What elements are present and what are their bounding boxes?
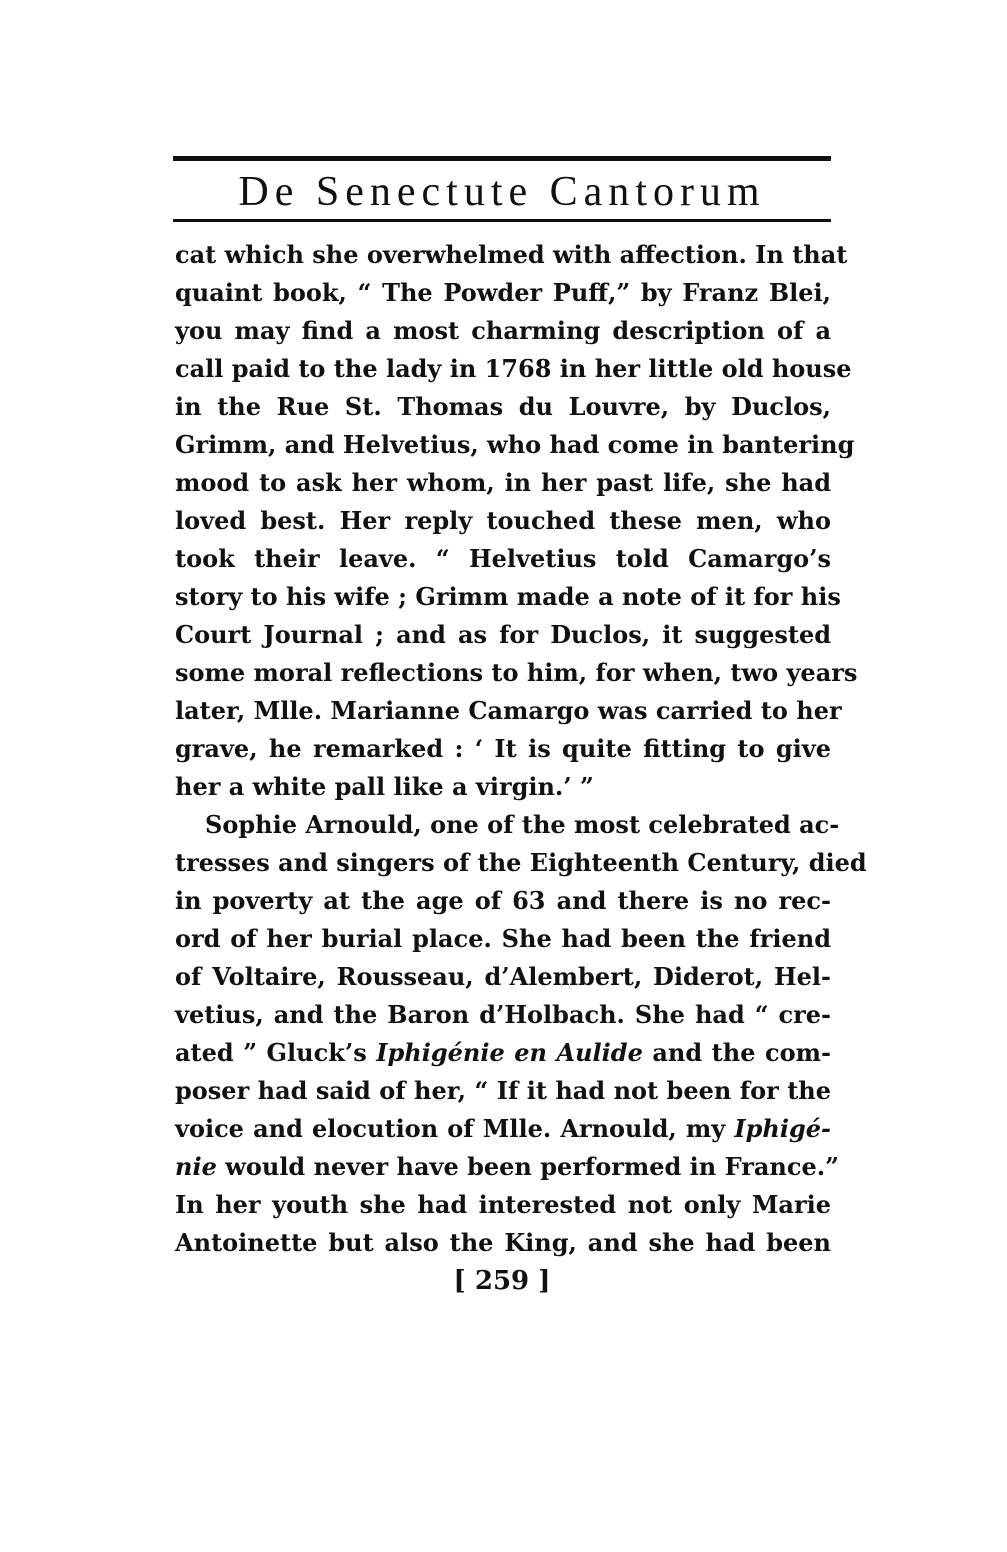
text-run: voice and elocution of Mlle. Arnould, my xyxy=(175,1114,735,1143)
body-text xyxy=(175,236,867,1262)
text-line: in poverty at the age of 63 and there is no rec- xyxy=(175,886,831,915)
text-line: later, Mlle. Marianne Camargo was carried to her xyxy=(175,696,842,725)
text-run: ated ” Gluck’s xyxy=(175,1038,377,1067)
text-line: loved best. Her reply touched these men, who xyxy=(175,506,831,535)
text-line: story to his wife ; Grimm made a note of it for his xyxy=(175,582,841,611)
text-line: mood to ask her whom, in her past life, she had xyxy=(175,468,831,497)
header-rule xyxy=(173,219,831,222)
text-line: Sophie Arnould, one of the most celebrated ac- xyxy=(205,810,840,839)
text-line: ord of her burial place. She had been the friend xyxy=(175,924,831,953)
running-head: De Senectute Cantorum xyxy=(238,169,766,215)
text-line: of Voltaire, Rousseau, d’Alembert, Diderot, Hel- xyxy=(175,962,831,991)
text-line: poser had said of her, “ If it had not been for the xyxy=(175,1076,831,1105)
italic-title: Iphigénie en Aulide xyxy=(376,1038,643,1067)
text-line: quaint book, “ The Powder Puff,” by Franz Blei, xyxy=(175,278,831,307)
text-line: her a white pall like a virgin.’ ” xyxy=(175,772,594,801)
text-line: Court Journal ; and as for Duclos, it suggested xyxy=(175,620,831,649)
text-line xyxy=(175,1034,831,1072)
text-line xyxy=(175,1110,831,1148)
top-rule xyxy=(173,156,831,161)
text-line: in the Rue St. Thomas du Louvre, by Duclos, xyxy=(175,392,831,421)
text-line: cat which she overwhelmed with affection. In that xyxy=(175,240,848,269)
text-line: tresses and singers of the Eighteenth Century, died xyxy=(175,848,867,877)
text-line: Antoinette but also the King, and she had been xyxy=(175,1228,831,1257)
text-line: vetius, and the Baron d’Holbach. She had “ cre- xyxy=(175,1000,831,1029)
text-line: grave, he remarked : ‘ It is quite fitting to give xyxy=(175,734,831,763)
text-run: would never have been performed in France.” xyxy=(216,1152,839,1181)
text-run: and the com- xyxy=(642,1038,831,1067)
text-line: some moral reflections to him, for when, two years xyxy=(175,658,858,687)
text-line: In her youth she had interested not only Marie xyxy=(175,1190,831,1219)
italic-title: nie xyxy=(175,1152,217,1181)
text-line: Grimm, and Helvetius, who had come in bantering xyxy=(175,430,855,459)
text-line: you may find a most charming description of a xyxy=(175,316,831,345)
text-line: call paid to the lady in 1768 in her little old house xyxy=(175,354,852,383)
italic-title: Iphigé- xyxy=(734,1114,831,1143)
text-line xyxy=(175,1148,839,1186)
page-number: [ 259 ] xyxy=(453,1266,551,1296)
text-line: took their leave. “ Helvetius told Camargo’s xyxy=(175,544,831,573)
